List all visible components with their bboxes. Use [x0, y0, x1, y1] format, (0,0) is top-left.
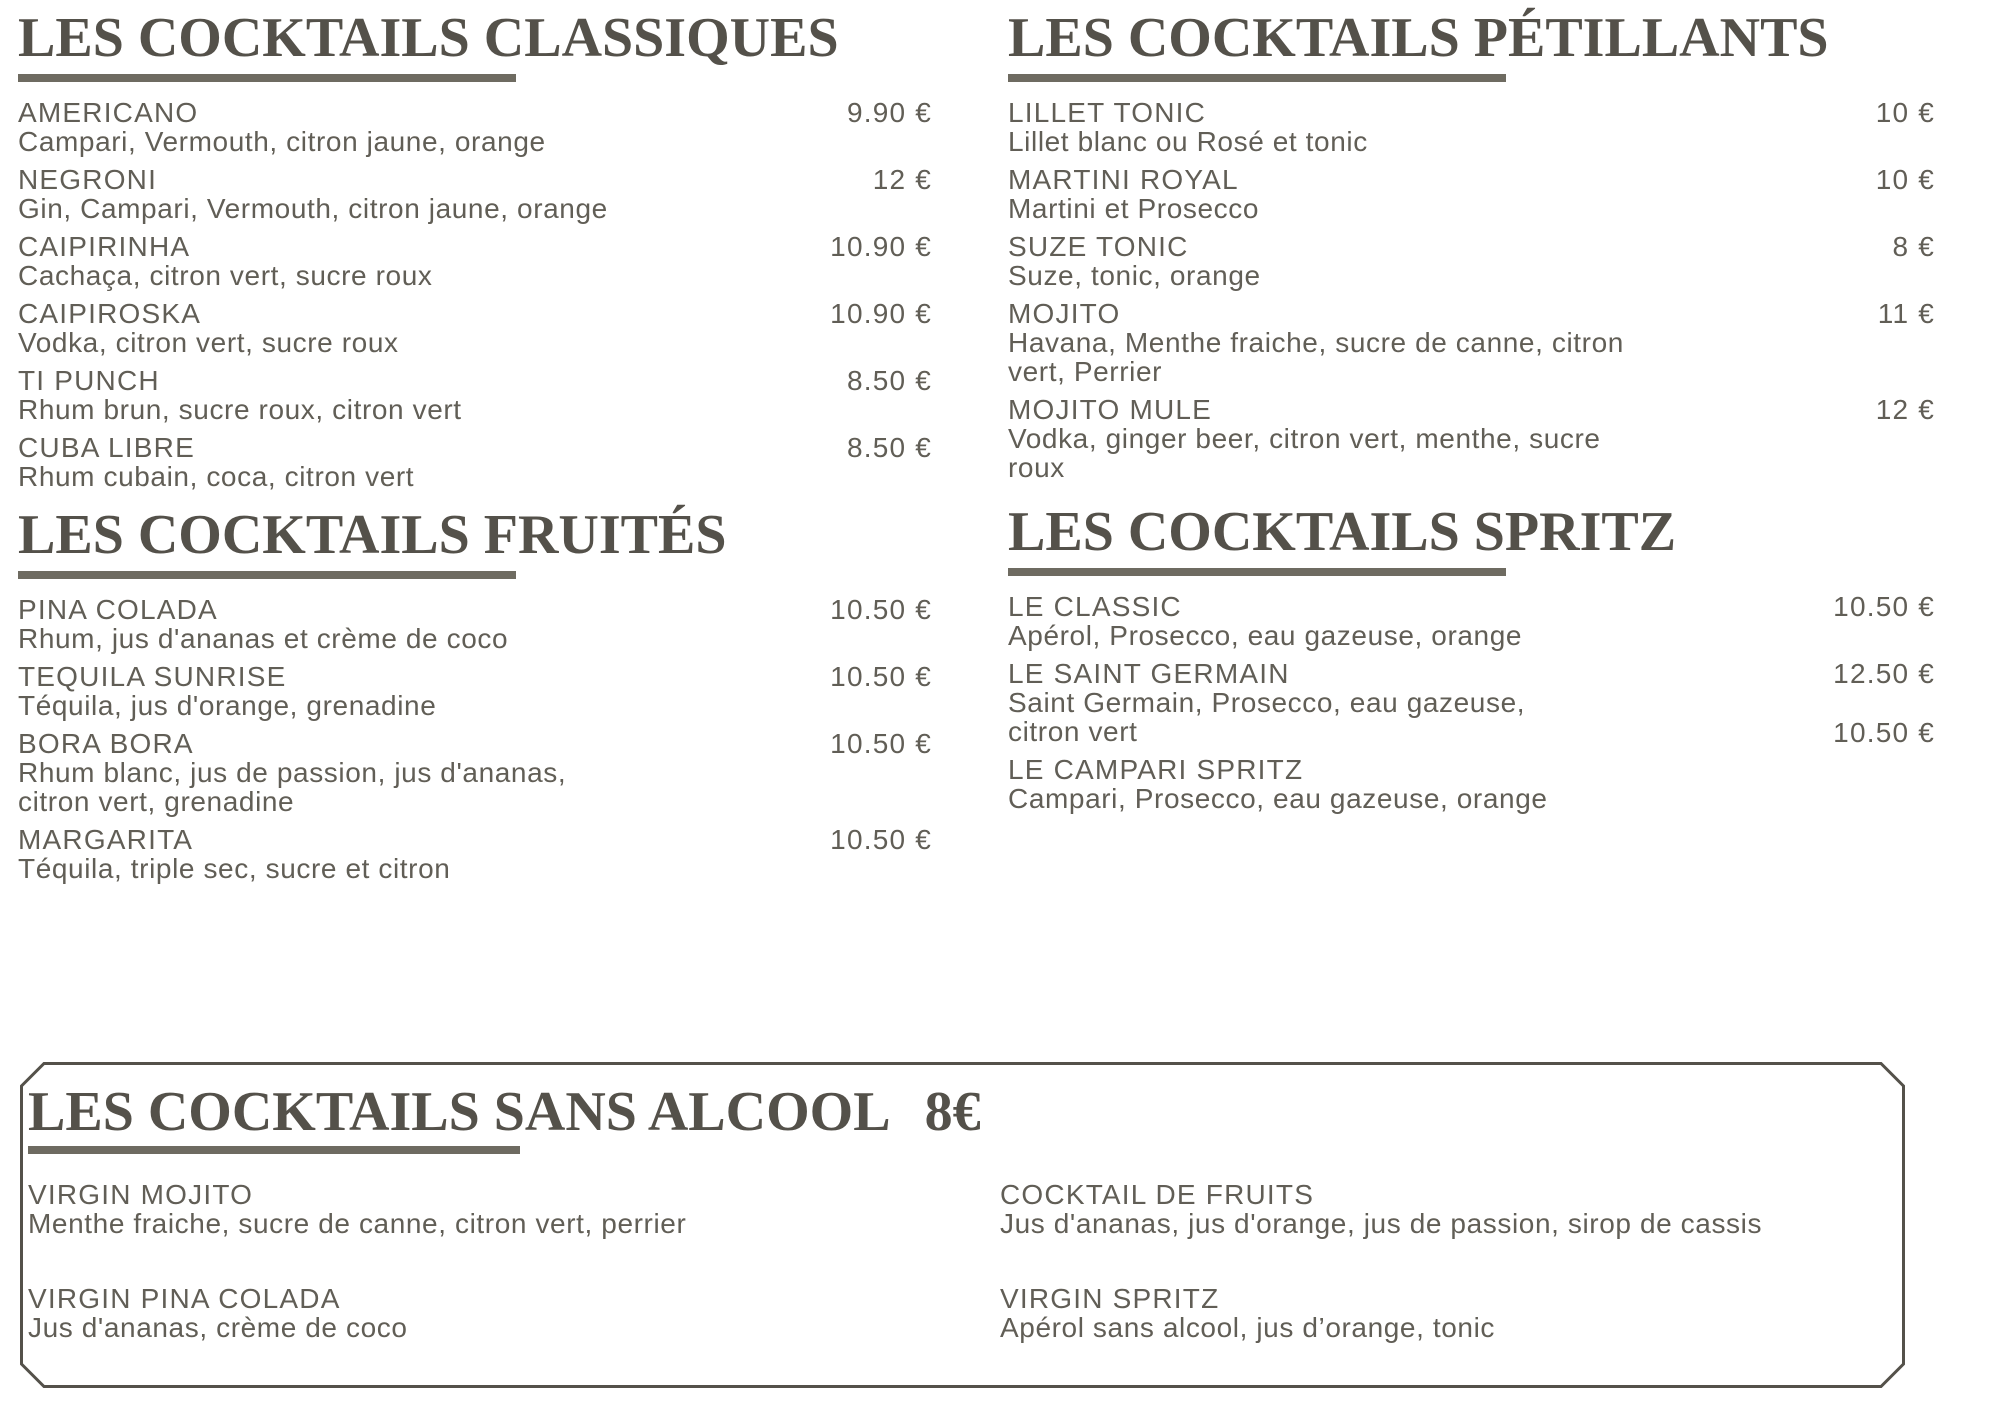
menu-item-description: Martini et Prosecco — [1008, 193, 1260, 224]
menu-item-name: TEQUILA SUNRISE — [18, 661, 287, 692]
menu-item-name-row — [1008, 659, 1935, 688]
menu-item-description: vert, Perrier — [1008, 356, 1163, 387]
section-price: 8€ — [924, 1081, 981, 1143]
menu-item — [1008, 232, 1935, 290]
menu-item-name: LE CLASSIC — [1008, 591, 1182, 622]
menu-item-name: TI PUNCH — [18, 365, 160, 396]
menu-item-price: 8.50 € — [846, 432, 932, 463]
menu-item-name: LILLET TONIC — [1008, 97, 1207, 128]
menu-item-name: AMERICANO — [18, 97, 199, 128]
menu-item-name-row — [28, 1180, 1000, 1209]
menu-item — [28, 1180, 1000, 1238]
menu-item-description: Rhum, jus d'ananas et crème de coco — [18, 623, 509, 654]
menu-item-price: 9.90 € — [846, 97, 932, 128]
menu-item-price: 12 € — [872, 164, 932, 195]
menu-item-name: NEGRONI — [18, 164, 158, 195]
menu-item-name: CUBA LIBRE — [18, 432, 195, 463]
section-title: LES COCKTAILS SANS ALCOOL — [28, 1081, 891, 1143]
menu-item-description: Jus d'ananas, jus d'orange, jus de passion, sirop de cassis — [1000, 1208, 1763, 1239]
menu-item-name: CAIPIROSKA — [18, 298, 202, 329]
menu-column-right — [1008, 8, 1935, 892]
menu-item-name-row — [18, 299, 932, 328]
menu-item-price: 12.50 € — [1833, 658, 1935, 689]
menu-item-price: 8 € — [1892, 231, 1935, 262]
menu-item-description: Saint Germain, Prosecco, eau gazeuse, — [1008, 687, 1526, 718]
menu-item — [18, 825, 932, 883]
menu-item — [18, 232, 932, 290]
section-title: LES COCKTAILS PÉTILLANTS — [1008, 7, 1829, 69]
menu-item-price: 10.50 € — [830, 728, 932, 759]
menu-item-description: Jus d'ananas, crème de coco — [28, 1312, 408, 1343]
menu-item-name-row — [1008, 98, 1935, 127]
menu-item-description: Gin, Campari, Vermouth, citron jaune, orange — [18, 193, 608, 224]
menu-item-name-row — [1000, 1284, 1895, 1313]
menu-item-description: Campari, Vermouth, citron jaune, orange — [18, 126, 546, 157]
menu-column-left — [18, 8, 932, 892]
menu-item-description: Vodka, ginger beer, citron vert, menthe, sucre — [1008, 423, 1601, 454]
menu-item-name-row — [18, 232, 932, 261]
menu-item — [18, 433, 932, 491]
menu-item-name-row — [18, 98, 932, 127]
section-title-underline — [1008, 74, 1506, 82]
menu-item — [1008, 592, 1935, 650]
menu-item — [18, 729, 932, 816]
menu-item-list — [18, 98, 932, 491]
menu-item-name-row — [1008, 165, 1935, 194]
menu-item-description: Téquila, jus d'orange, grenadine — [18, 690, 437, 721]
menu-item-name-row — [18, 433, 932, 462]
menu-item-name-row — [1008, 299, 1935, 328]
menu-item — [18, 662, 932, 720]
menu-item-price: 10.50 € — [830, 824, 932, 855]
menu-item-name: VIRGIN SPRITZ — [1000, 1283, 1220, 1314]
section-title-underline — [18, 571, 516, 579]
menu-item-price: 10.90 € — [830, 298, 932, 329]
menu-item-description: Suze, tonic, orange — [1008, 260, 1261, 291]
menu-item-name-row — [28, 1284, 1000, 1313]
menu-item-name: VIRGIN MOJITO — [28, 1179, 254, 1210]
menu-item — [18, 98, 932, 156]
menu-item — [28, 1284, 1000, 1342]
section-title: LES COCKTAILS SPRITZ — [1008, 501, 1677, 563]
menu-item-name: CAIPIRINHA — [18, 231, 191, 262]
sans-alcool-title-row — [28, 1082, 1895, 1142]
menu-item-name: MOJITO — [1008, 298, 1121, 329]
menu-item — [1000, 1180, 1895, 1238]
menu-item — [18, 595, 932, 653]
menu-item-name-row — [18, 595, 932, 624]
menu-item — [18, 165, 932, 223]
section-title-underline — [28, 1146, 520, 1154]
menu-item-list — [1008, 98, 1935, 482]
menu-item-description: roux — [1008, 452, 1065, 483]
section-title: LES COCKTAILS CLASSIQUES — [18, 7, 839, 69]
menu-item-name: MOJITO MULE — [1008, 394, 1213, 425]
menu-item-price: 12 € — [1875, 394, 1935, 425]
menu-item-description: citron vert — [1008, 716, 1138, 747]
menu-item — [1008, 299, 1935, 386]
menu-item-price: 10.50 € — [1833, 591, 1935, 622]
menu-item-price: 10.90 € — [830, 231, 932, 262]
menu-item-price: 8.50 € — [846, 365, 932, 396]
menu-item-list — [1008, 592, 1935, 813]
sans-alcool-content — [28, 1082, 1895, 1388]
menu-item — [1008, 98, 1935, 156]
menu-item-name-row — [18, 825, 932, 854]
menu-item-description: Havana, Menthe fraiche, sucre de canne, citron — [1008, 327, 1624, 358]
menu-item-name-row — [1008, 592, 1935, 621]
menu-item-name-row — [18, 366, 932, 395]
menu-item-name: VIRGIN PINA COLADA — [28, 1283, 341, 1314]
menu-item — [18, 366, 932, 424]
section-title-underline — [18, 74, 516, 82]
menu-section — [18, 505, 932, 883]
section-title-underline — [1008, 568, 1506, 576]
sans-alcool-column-left — [28, 1180, 1000, 1388]
menu-item-name: PINA COLADA — [18, 594, 218, 625]
menu-item-name: MARTINI ROYAL — [1008, 164, 1239, 195]
menu-section — [1008, 8, 1935, 482]
menu-item-description: citron vert, grenadine — [18, 786, 295, 817]
menu-item — [18, 299, 932, 357]
menu-item — [1008, 395, 1935, 482]
menu-item-price: 10 € — [1875, 164, 1935, 195]
menu-item-name-row — [18, 165, 932, 194]
menu-item-name-row — [18, 729, 932, 758]
menu-item — [1008, 165, 1935, 223]
menu-item-description: Lillet blanc ou Rosé et tonic — [1008, 126, 1368, 157]
menu-item-name: LE SAINT GERMAIN — [1008, 658, 1290, 689]
menu-item — [1000, 1284, 1895, 1342]
sans-alcool-column-right — [1000, 1180, 1895, 1388]
sans-alcool-columns — [28, 1180, 1895, 1388]
menu-section — [18, 8, 932, 491]
menu-item-description: Apérol, Prosecco, eau gazeuse, orange — [1008, 620, 1523, 651]
menu-item-name-row — [1000, 1180, 1895, 1209]
menu-item-name-row — [1008, 232, 1935, 261]
menu-item-description: Vodka, citron vert, sucre roux — [18, 327, 399, 358]
menu-item-description: Apérol sans alcool, jus d’orange, tonic — [1000, 1312, 1496, 1343]
menu-item — [1008, 659, 1935, 746]
menu-item-price: 10.50 € — [830, 594, 932, 625]
menu-item-price: 10 € — [1875, 97, 1935, 128]
menu-item-price: 10.50 € — [830, 661, 932, 692]
menu-item-name-row — [18, 662, 932, 691]
menu-item-name: MARGARITA — [18, 824, 194, 855]
menu-item-description: Rhum blanc, jus de passion, jus d'ananas, — [18, 757, 567, 788]
menu-item-description: Rhum brun, sucre roux, citron vert — [18, 394, 462, 425]
menu-item-name: BORA BORA — [18, 728, 194, 759]
sans-alcool-box — [20, 1062, 1905, 1388]
menu-item-description: Campari, Prosecco, eau gazeuse, orange — [1008, 783, 1548, 814]
menu-item-list — [18, 595, 932, 883]
menu-item-price: 11 € — [1877, 298, 1935, 329]
menu-item-description: Téquila, triple sec, sucre et citron — [18, 853, 451, 884]
menu-item-description: Menthe fraiche, sucre de canne, citron vert, perrier — [28, 1208, 687, 1239]
menu-columns — [18, 8, 1935, 892]
menu-item-description: Cachaça, citron vert, sucre roux — [18, 260, 433, 291]
menu-item-name: COCKTAIL DE FRUITS — [1000, 1179, 1315, 1210]
menu-item-name: LE CAMPARI SPRITZ — [1008, 754, 1304, 785]
menu-item-price: 10.50 € — [1833, 717, 1935, 748]
section-title: LES COCKTAILS FRUITÉS — [18, 504, 727, 566]
menu-item-name: SUZE TONIC — [1008, 231, 1189, 262]
menu-item-name-row — [1008, 395, 1935, 424]
menu-section — [1008, 502, 1935, 813]
menu-item-description: Rhum cubain, coca, citron vert — [18, 461, 415, 492]
